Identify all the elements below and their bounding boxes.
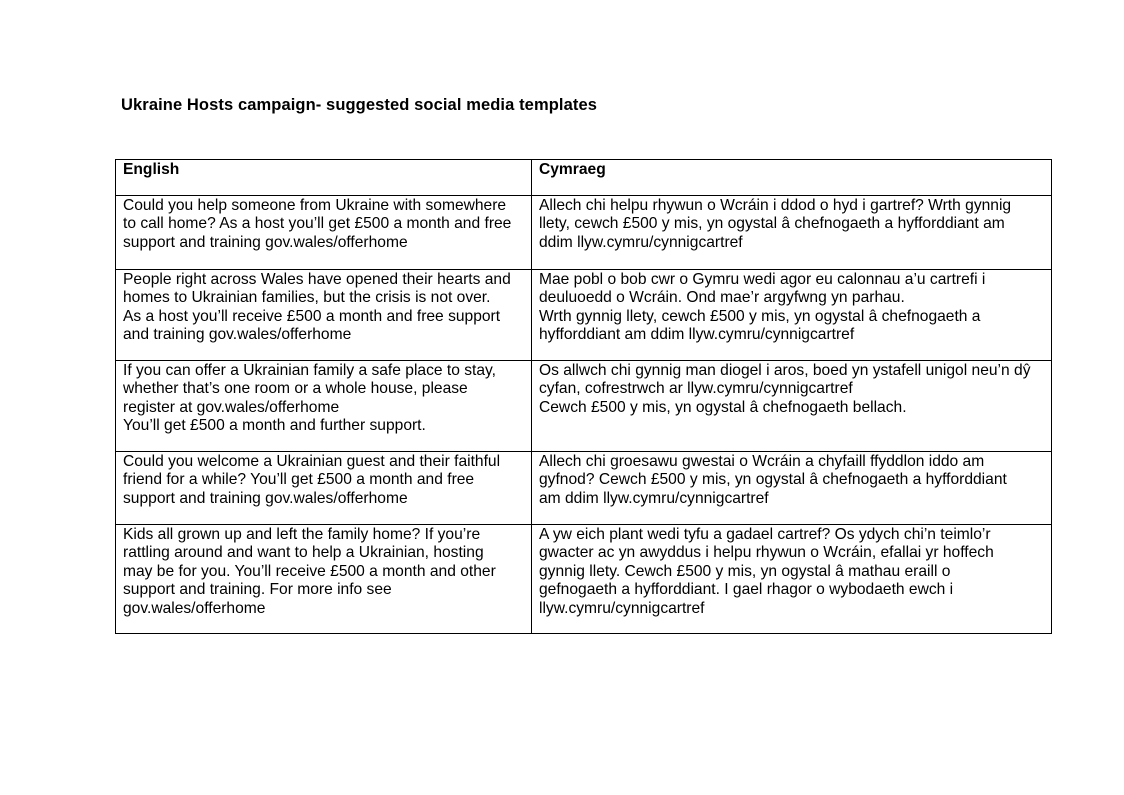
text-line: and training gov.wales/offerhome bbox=[123, 326, 352, 344]
page-title: Ukraine Hosts campaign- suggested social media templates bbox=[121, 96, 598, 114]
social-media-templates-table bbox=[115, 159, 1052, 634]
text-line: Could you help someone from Ukraine with somewhere bbox=[123, 197, 507, 214]
text-line: gwacter ac yn awyddus i helpu rhywun o Wcráin, efallai yr hoffech bbox=[539, 544, 994, 562]
text-line: may be for you. You’ll receive £500 a month and other bbox=[123, 562, 496, 580]
welsh-cell bbox=[532, 525, 1052, 634]
english-cell bbox=[116, 525, 532, 634]
text-line: Os allwch chi gynnig man diogel i aros, boed yn ystafell unigol neu’n dŷ bbox=[539, 362, 1031, 379]
table-row bbox=[116, 196, 1052, 270]
text-line: friend for a while? You’ll get £500 a month and free bbox=[123, 471, 475, 489]
text-line: ddim llyw.cymru/cynnigcartref bbox=[539, 233, 743, 251]
text-line: support and training gov.wales/offerhome bbox=[123, 489, 408, 507]
text-line: support and training. For more info see bbox=[123, 581, 392, 599]
text-line: gov.wales/offerhome bbox=[123, 599, 266, 617]
table-row bbox=[116, 525, 1052, 634]
text-line: register at gov.wales/offerhome bbox=[123, 398, 340, 416]
text-line: Could you welcome a Ukrainian guest and their faithful bbox=[123, 453, 501, 470]
text-line: You’ll get £500 a month and further support. bbox=[123, 417, 426, 435]
text-line: gyfnod? Cewch £500 y mis, yn ogystal â chefnogaeth a hyfforddiant bbox=[539, 471, 1007, 489]
text-line: People right across Wales have opened their hearts and bbox=[123, 271, 511, 288]
header-welsh: Cymraeg bbox=[532, 160, 1052, 196]
table-row bbox=[116, 270, 1052, 361]
text-line: Kids all grown up and left the family home? If you’re bbox=[123, 526, 481, 543]
text-line: A yw eich plant wedi tyfu a gadael cartref? Os ydych chi’n teimlo’r bbox=[539, 526, 991, 543]
text-line: rattling around and want to help a Ukrainian, hosting bbox=[123, 544, 484, 562]
text-line: am ddim llyw.cymru/cynnigcartref bbox=[539, 489, 769, 507]
welsh-cell bbox=[532, 452, 1052, 525]
welsh-cell bbox=[532, 361, 1052, 452]
text-line: cyfan, cofrestrwch ar llyw.cymru/cynnigcartref bbox=[539, 380, 853, 398]
text-line: Allech chi helpu rhywun o Wcráin i ddod o hyd i gartref? Wrth gynnig bbox=[539, 197, 1012, 214]
text-line: support and training gov.wales/offerhome bbox=[123, 233, 408, 251]
table-header-row bbox=[116, 160, 1052, 196]
text-line: As a host you’ll receive £500 a month and free support bbox=[123, 307, 501, 325]
welsh-cell bbox=[532, 196, 1052, 270]
text-line: Allech chi groesawu gwestai o Wcráin a chyfaill ffyddlon iddo am bbox=[539, 453, 985, 470]
text-line: llyw.cymru/cynnigcartref bbox=[539, 599, 705, 617]
text-line: homes to Ukrainian families, but the crisis is not over. bbox=[123, 289, 491, 307]
welsh-cell bbox=[532, 270, 1052, 361]
english-cell bbox=[116, 361, 532, 452]
text-line: whether that’s one room or a whole house, please bbox=[123, 380, 468, 398]
table-row bbox=[116, 361, 1052, 452]
text-line: If you can offer a Ukrainian family a safe place to stay, bbox=[123, 362, 496, 379]
header-english: English bbox=[116, 160, 532, 196]
table-row bbox=[116, 452, 1052, 525]
english-cell bbox=[116, 270, 532, 361]
text-line: hyfforddiant am ddim llyw.cymru/cynnigcartref bbox=[539, 326, 855, 344]
english-cell bbox=[116, 452, 532, 525]
text-line: Wrth gynnig llety, cewch £500 y mis, yn ogystal â chefnogaeth a bbox=[539, 307, 981, 325]
text-line: Cewch £500 y mis, yn ogystal â chefnogaeth bellach. bbox=[539, 398, 907, 416]
english-cell bbox=[116, 196, 532, 270]
text-line: gefnogaeth a hyfforddiant. I gael rhagor o wybodaeth ewch i bbox=[539, 581, 954, 599]
text-line: gynnig llety. Cewch £500 y mis, yn ogystal â mathau eraill o bbox=[539, 562, 951, 580]
text-line: deuluoedd o Wcráin. Ond mae’r argyfwng yn parhau. bbox=[539, 289, 905, 307]
text-line: Mae pobl o bob cwr o Gymru wedi agor eu calonnau a’u cartrefi i bbox=[539, 271, 986, 288]
text-line: llety, cewch £500 y mis, yn ogystal â chefnogaeth a hyfforddiant am bbox=[539, 215, 1005, 233]
text-line: to call home? As a host you’ll get £500 a month and free bbox=[123, 215, 512, 233]
